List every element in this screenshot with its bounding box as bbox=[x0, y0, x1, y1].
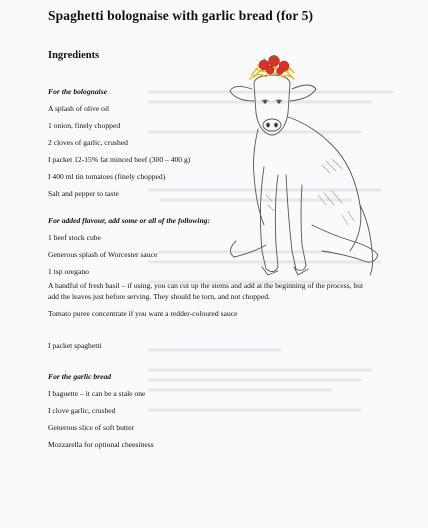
list-item: A handful of fresh basil – if using, you can cut up the stems and add at the beginning of the process, but add the leaves just before serving. They should be torn, and not chopped. bbox=[48, 281, 364, 301]
list-item: I clove garlic, crushed bbox=[48, 406, 116, 415]
flavour-heading: For added flavour, add some or all of the following: bbox=[48, 216, 211, 225]
garlic-bread-heading: For the garlic bread bbox=[48, 372, 112, 381]
list-item: A splash of olive oil bbox=[48, 104, 110, 113]
list-item: Tomato puree concentrate if you want a redder-coloured sauce bbox=[48, 309, 238, 318]
list-item: Mozzarella for optional cheesiness bbox=[48, 440, 154, 449]
list-item: 1 tsp oregano bbox=[48, 267, 89, 276]
ingredients-heading: Ingredients bbox=[48, 50, 100, 61]
list-item: I packet 12-15% fat minced beef (300 – 400 g) bbox=[48, 155, 191, 164]
list-item: I 400 ml tin tomatoes (finely chopped) bbox=[48, 172, 166, 181]
list-item: Salt and pepper to taste bbox=[48, 189, 119, 198]
calf-illustration bbox=[222, 55, 382, 290]
list-item: 1 beef stock cube bbox=[48, 233, 101, 242]
bolognaise-heading: For the bolognaise bbox=[48, 87, 108, 96]
list-item: 1 onion, finely chopped bbox=[48, 121, 121, 130]
list-item: I packet spaghetti bbox=[48, 341, 102, 350]
list-item: Generous splash of Worcester sauce bbox=[48, 250, 158, 259]
list-item: 2 cloves of garlic, crushed bbox=[48, 138, 128, 147]
list-item: I baguette – it can be a stale one bbox=[48, 389, 146, 398]
recipe-title: Spaghetti bolognaise with garlic bread (for 5) bbox=[48, 8, 314, 23]
list-item: Generous slice of soft butter bbox=[48, 423, 135, 432]
